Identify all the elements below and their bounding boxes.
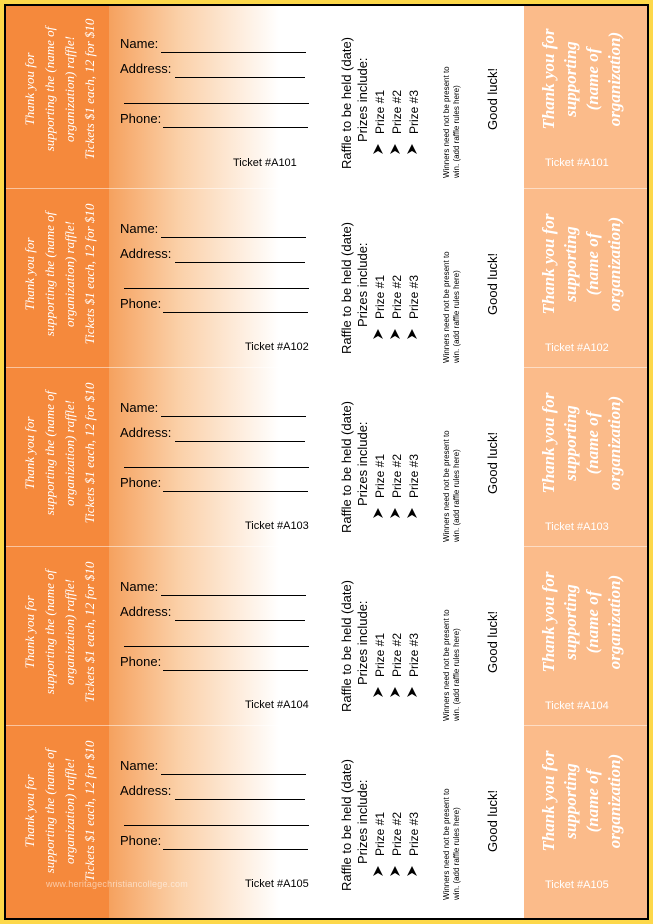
stub-line: (name of: [583, 769, 602, 833]
prize-3: Prize #3: [407, 453, 421, 498]
stub-line: supporting the (name of: [42, 211, 57, 337]
prize-1: Prize #1: [373, 632, 387, 677]
right-stub-text: [538, 736, 626, 866]
phone-label: Phone:: [120, 833, 162, 848]
address-label: Address:: [120, 783, 172, 798]
phone-field[interactable]: [163, 849, 308, 850]
prize-3: Prize #3: [407, 274, 421, 319]
rules-line: win. (add raffle rules here): [452, 449, 461, 542]
phone-field[interactable]: [163, 312, 308, 313]
stub-line: organization): [605, 753, 624, 849]
ticket-separator: [6, 725, 647, 726]
prize-3: Prize #3: [407, 632, 421, 677]
stub-line: supporting: [561, 405, 580, 481]
rules-line: win. (add raffle rules here): [452, 270, 461, 363]
left-stub-text: [20, 736, 100, 886]
good-luck: Good luck!: [485, 252, 500, 315]
name-label: Name:: [120, 400, 159, 415]
prize-2: Prize #2: [390, 453, 404, 498]
stub-line: organization): [605, 216, 624, 312]
rules-text: [442, 251, 462, 363]
name-field[interactable]: [161, 237, 306, 238]
name-label: Name:: [120, 221, 159, 236]
stub-line: supporting: [561, 226, 580, 302]
right-stub-text: [538, 378, 626, 508]
phone-label: Phone:: [120, 654, 162, 669]
rules-line: win. (add raffle rules here): [452, 85, 461, 178]
raffle-ticket: [6, 370, 647, 550]
sheet-inner: [6, 6, 647, 918]
address-field[interactable]: [175, 799, 305, 800]
bullet-arrow-icon: [407, 508, 417, 518]
name-field[interactable]: [161, 52, 306, 53]
rules-line: win. (add raffle rules here): [452, 628, 461, 721]
ticket-separator: [6, 367, 647, 368]
left-stub-text: [20, 378, 100, 528]
raffle-heading: Raffle to be held (date): [339, 36, 354, 169]
raffle-ticket: [6, 191, 647, 371]
stub-line: Thank you for: [22, 237, 37, 311]
stub-line: organization): [605, 574, 624, 670]
stub-line: Thank you for: [539, 213, 558, 315]
name-field[interactable]: [161, 774, 306, 775]
stub-line: Thank you for: [22, 774, 37, 848]
address-field-line2[interactable]: [124, 467, 309, 468]
rules-text: [442, 430, 462, 542]
address-field[interactable]: [175, 441, 305, 442]
prizes-include: Prizes include:: [355, 779, 370, 864]
phone-field[interactable]: [163, 127, 308, 128]
rules-line: Winners need not be present to: [442, 430, 451, 542]
stub-line: supporting: [561, 584, 580, 660]
phone-label: Phone:: [120, 475, 162, 490]
raffle-heading: Raffle to be held (date): [339, 400, 354, 533]
stub-line: (name of: [583, 47, 602, 111]
phone-field[interactable]: [163, 670, 308, 671]
prizes-include: Prizes include:: [355, 600, 370, 685]
address-label: Address:: [120, 61, 172, 76]
stub-line: organization) raffle!: [62, 757, 77, 865]
raffle-heading: Raffle to be held (date): [339, 221, 354, 354]
phone-label: Phone:: [120, 111, 162, 126]
bullet-arrow-icon: [390, 144, 400, 154]
rules-line: Winners need not be present to: [442, 788, 451, 900]
prize-1: Prize #1: [373, 274, 387, 319]
stub-line: Tickets $1 each, 12 for $10: [82, 561, 97, 703]
stub-line: organization): [605, 31, 624, 127]
phone-label: Phone:: [120, 296, 162, 311]
stub-line: organization): [605, 395, 624, 491]
prize-2: Prize #2: [390, 632, 404, 677]
rules-text: [442, 66, 462, 178]
address-label: Address:: [120, 246, 172, 261]
address-field[interactable]: [175, 77, 305, 78]
rules-line: Winners need not be present to: [442, 251, 451, 363]
watermark: www.heritagechristiancollege.com: [46, 879, 188, 889]
address-field-line2[interactable]: [124, 103, 309, 104]
stub-line: Tickets $1 each, 12 for $10: [82, 203, 97, 345]
raffle-ticket: [6, 6, 647, 186]
stub-line: Tickets $1 each, 12 for $10: [82, 740, 97, 882]
prize-1: Prize #1: [373, 453, 387, 498]
stub-line: Thank you for: [539, 750, 558, 852]
stub-line: organization) raffle!: [62, 220, 77, 328]
ticket-number: Ticket #A103: [245, 520, 309, 532]
raffle-ticket: [6, 549, 647, 729]
stub-line: Thank you for: [539, 28, 558, 130]
stub-line: Thank you for: [22, 52, 37, 126]
prize-3: Prize #3: [407, 811, 421, 856]
right-stub-text: [538, 14, 626, 144]
bullet-arrow-icon: [407, 329, 417, 339]
prizes-include: Prizes include:: [355, 242, 370, 327]
prize-3: Prize #3: [407, 89, 421, 134]
good-luck: Good luck!: [485, 67, 500, 130]
stub-ticket-number: Ticket #A104: [545, 700, 609, 712]
bullet-arrow-icon: [373, 687, 383, 697]
rules-text: [442, 609, 462, 721]
stub-line: Tickets $1 each, 12 for $10: [82, 18, 97, 160]
rules-text: [442, 788, 462, 900]
raffle-heading: Raffle to be held (date): [339, 758, 354, 891]
bullet-arrow-icon: [407, 687, 417, 697]
stub-ticket-number: Ticket #A103: [545, 521, 609, 533]
stub-line: supporting the (name of: [42, 569, 57, 695]
left-stub-text: [20, 14, 100, 164]
stub-line: supporting: [561, 763, 580, 839]
ticket-number: Ticket #A105: [245, 878, 309, 890]
address-field-line2[interactable]: [124, 825, 309, 826]
phone-field[interactable]: [163, 491, 308, 492]
bullet-arrow-icon: [390, 508, 400, 518]
stub-ticket-number: Ticket #A105: [545, 879, 609, 891]
stub-line: supporting the (name of: [42, 390, 57, 516]
left-stub-text: [20, 557, 100, 707]
stub-line: Thank you for: [539, 571, 558, 673]
left-stub-text: [20, 199, 100, 349]
name-label: Name:: [120, 36, 159, 51]
name-label: Name:: [120, 758, 159, 773]
rules-line: win. (add raffle rules here): [452, 807, 461, 900]
stub-line: (name of: [583, 411, 602, 475]
stub-line: (name of: [583, 590, 602, 654]
ticket-separator: [6, 188, 647, 189]
prize-1: Prize #1: [373, 89, 387, 134]
address-field[interactable]: [175, 620, 305, 621]
ticket-number: Ticket #A101: [233, 157, 297, 169]
bullet-arrow-icon: [373, 508, 383, 518]
ticket-number: Ticket #A102: [245, 341, 309, 353]
ticket-number: Ticket #A104: [245, 699, 309, 711]
bullet-arrow-icon: [407, 866, 417, 876]
stub-line: supporting: [561, 41, 580, 117]
stub-line: organization) raffle!: [62, 578, 77, 686]
good-luck: Good luck!: [485, 789, 500, 852]
stub-line: supporting the (name of: [42, 26, 57, 152]
stub-line: (name of: [583, 232, 602, 296]
bullet-arrow-icon: [373, 144, 383, 154]
address-field-line2[interactable]: [124, 646, 309, 647]
prize-1: Prize #1: [373, 811, 387, 856]
stub-line: Thank you for: [539, 392, 558, 494]
rules-line: Winners need not be present to: [442, 609, 451, 721]
prize-2: Prize #2: [390, 811, 404, 856]
raffle-heading: Raffle to be held (date): [339, 579, 354, 712]
bullet-arrow-icon: [390, 687, 400, 697]
bullet-arrow-icon: [390, 866, 400, 876]
name-field[interactable]: [161, 416, 306, 417]
stub-line: organization) raffle!: [62, 35, 77, 143]
raffle-sheet: [4, 4, 649, 920]
stub-line: Thank you for: [22, 416, 37, 490]
rules-line: Winners need not be present to: [442, 66, 451, 178]
address-field-line2[interactable]: [124, 288, 309, 289]
name-label: Name:: [120, 579, 159, 594]
bullet-arrow-icon: [407, 144, 417, 154]
prize-2: Prize #2: [390, 274, 404, 319]
address-field[interactable]: [175, 262, 305, 263]
bullet-arrow-icon: [373, 866, 383, 876]
prizes-include: Prizes include:: [355, 421, 370, 506]
prizes-include: Prizes include:: [355, 57, 370, 142]
bullet-arrow-icon: [373, 329, 383, 339]
address-label: Address:: [120, 604, 172, 619]
address-label: Address:: [120, 425, 172, 440]
bullet-arrow-icon: [390, 329, 400, 339]
stub-line: Thank you for: [22, 595, 37, 669]
right-stub-text: [538, 199, 626, 329]
good-luck: Good luck!: [485, 610, 500, 673]
stub-ticket-number: Ticket #A101: [545, 157, 609, 169]
stub-line: organization) raffle!: [62, 399, 77, 507]
stub-ticket-number: Ticket #A102: [545, 342, 609, 354]
ticket-separator: [6, 546, 647, 547]
right-stub-text: [538, 557, 626, 687]
name-field[interactable]: [161, 595, 306, 596]
stub-line: supporting the (name of: [42, 748, 57, 874]
good-luck: Good luck!: [485, 431, 500, 494]
prize-2: Prize #2: [390, 89, 404, 134]
stub-line: Tickets $1 each, 12 for $10: [82, 382, 97, 524]
